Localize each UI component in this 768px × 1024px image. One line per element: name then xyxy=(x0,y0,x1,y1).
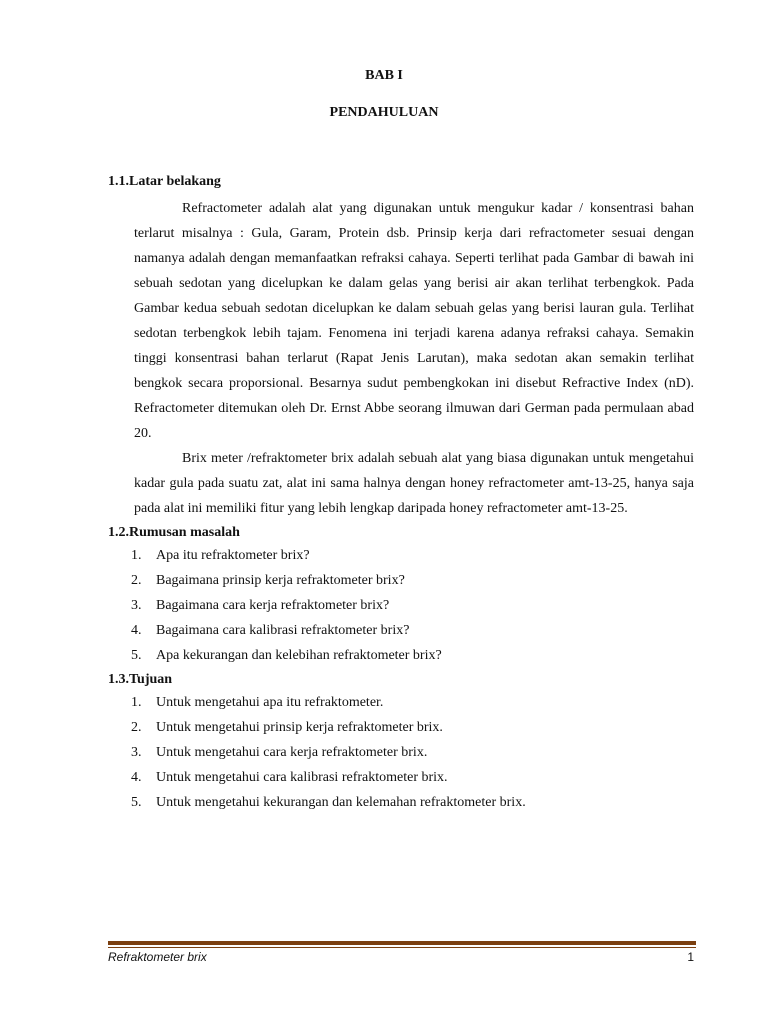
list-number: 2. xyxy=(131,720,142,735)
section-heading-tujuan: 1.3.Tujuan xyxy=(108,672,173,687)
list-item xyxy=(108,618,694,643)
list-text: Untuk mengetahui apa itu refraktometer. xyxy=(156,695,384,710)
list-item xyxy=(108,765,694,790)
list-number: 5. xyxy=(131,795,142,810)
list-text: Bagaimana cara kerja refraktometer brix? xyxy=(156,598,390,613)
list-item xyxy=(108,740,694,765)
paragraph: Brix meter /refraktometer brix adalah sebuah alat yang biasa digunakan untuk mengetahui kadar gula pada suatu zat, alat ini sama halnya dengan honey refractometer amt-13-25, hanya saja pada alat ini memiliki fitur yang lebih lengkap daripada honey refractometer amt-13-25. xyxy=(134,451,694,516)
list-number: 3. xyxy=(131,598,142,613)
list-number: 1. xyxy=(131,695,142,710)
footer-rule-thin xyxy=(108,947,696,948)
list-text: Untuk mengetahui prinsip kerja refraktometer brix. xyxy=(156,720,443,735)
list-item xyxy=(108,543,694,568)
list-item xyxy=(108,790,694,815)
list-number: 1. xyxy=(131,548,142,563)
page-number: 1 xyxy=(687,950,694,964)
list-item xyxy=(108,568,694,593)
list-number: 5. xyxy=(131,648,142,663)
list-number: 3. xyxy=(131,745,142,760)
rumusan-list xyxy=(108,543,694,668)
list-item xyxy=(108,643,694,668)
chapter-title: PENDAHULUAN xyxy=(329,105,439,120)
footer-rule xyxy=(108,941,696,945)
section-heading-latar: 1.1.Latar belakang xyxy=(108,174,221,189)
list-text: Apa kekurangan dan kelebihan refraktometer brix? xyxy=(156,648,442,663)
list-item xyxy=(108,593,694,618)
list-text: Bagaimana cara kalibrasi refraktometer brix? xyxy=(156,623,410,638)
paragraph: Refractometer adalah alat yang digunakan untuk mengukur kadar / konsentrasi bahan terlarut misalnya : Gula, Garam, Protein dsb. Prinsip kerja dari refractometer sesuai dengan namanya adalah dengan memanfaatkan refraksi cahaya. Seperti terlihat pada Gambar di bawah ini sebuah sedotan yang dicelupkan ke dalam gelas yang berisi air akan terlihat terbengkok. Pada Gambar kedua sebuah sedotan dicelupkan ke dalam sebuah gelas yang berisi lauran gula. Terlihat sedotan terbengkok lebih tajam. Fenomena ini terjadi karena adanya refraksi cahaya. Semakin tinggi konsentrasi bahan terlarut (Rapat Jenis Larutan), maka sedotan akan semakin terlihat bengkok secara proporsional. Besarnya sudut pembengkokan ini disebut Refractive Index (nD). Refractometer ditemukan oleh Dr. Ernst Abbe seorang ilmuwan dari German pada permulaan abad 20. xyxy=(134,201,694,441)
list-text: Untuk mengetahui cara kalibrasi refraktometer brix. xyxy=(156,770,448,785)
list-number: 4. xyxy=(131,770,142,785)
tujuan-list xyxy=(108,690,694,815)
chapter-label: BAB I xyxy=(365,68,403,83)
list-text: Apa itu refraktometer brix? xyxy=(156,548,310,563)
list-number: 2. xyxy=(131,573,142,588)
section-heading-rumusan: 1.2.Rumusan masalah xyxy=(108,525,240,540)
list-number: 4. xyxy=(131,623,142,638)
footer-document-title: Refraktometer brix xyxy=(108,950,207,964)
list-text: Bagaimana prinsip kerja refraktometer brix? xyxy=(156,573,405,588)
list-text: Untuk mengetahui cara kerja refraktometer brix. xyxy=(156,745,428,760)
list-item xyxy=(108,690,694,715)
document-body xyxy=(108,172,694,815)
list-item xyxy=(108,715,694,740)
list-text: Untuk mengetahui kekurangan dan kelemahan refraktometer brix. xyxy=(156,795,526,810)
